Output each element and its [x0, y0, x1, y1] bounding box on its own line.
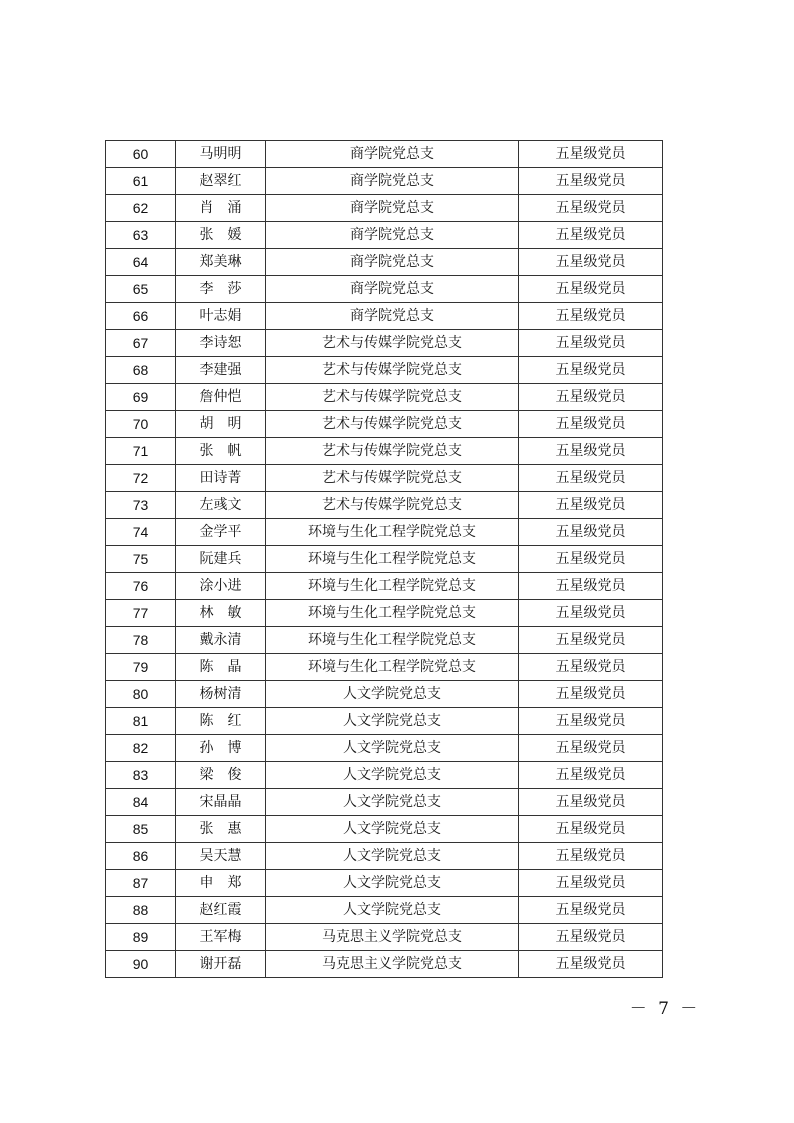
table-row — [106, 249, 663, 276]
table-row — [106, 789, 663, 816]
party-branch: 商学院党总支 — [266, 303, 519, 330]
member-rating: 五星级党员 — [519, 600, 663, 627]
row-number: 75 — [106, 546, 176, 573]
party-branch: 艺术与传媒学院党总支 — [266, 411, 519, 438]
table-row — [106, 735, 663, 762]
party-branch: 环境与生化工程学院党总支 — [266, 654, 519, 681]
member-name: 李诗恕 — [176, 330, 266, 357]
member-rating: 五星级党员 — [519, 168, 663, 195]
party-branch: 人文学院党总支 — [266, 843, 519, 870]
party-branch: 人文学院党总支 — [266, 789, 519, 816]
member-rating: 五星级党员 — [519, 222, 663, 249]
party-branch: 艺术与传媒学院党总支 — [266, 357, 519, 384]
member-rating: 五星级党员 — [519, 303, 663, 330]
row-number: 77 — [106, 600, 176, 627]
member-rating: 五星级党员 — [519, 789, 663, 816]
party-branch: 艺术与传媒学院党总支 — [266, 384, 519, 411]
table-row — [106, 681, 663, 708]
table-row — [106, 708, 663, 735]
member-name: 孙 博 — [176, 735, 266, 762]
member-name: 阮建兵 — [176, 546, 266, 573]
table-row — [106, 600, 663, 627]
member-name: 胡 明 — [176, 411, 266, 438]
party-branch: 人文学院党总支 — [266, 735, 519, 762]
party-branch: 商学院党总支 — [266, 195, 519, 222]
member-rating: 五星级党员 — [519, 654, 663, 681]
row-number: 66 — [106, 303, 176, 330]
member-name: 陈 晶 — [176, 654, 266, 681]
row-number: 72 — [106, 465, 176, 492]
row-number: 85 — [106, 816, 176, 843]
member-rating: 五星级党员 — [519, 519, 663, 546]
row-number: 69 — [106, 384, 176, 411]
member-name: 叶志娟 — [176, 303, 266, 330]
member-rating: 五星级党员 — [519, 924, 663, 951]
member-name: 林 敏 — [176, 600, 266, 627]
row-number: 80 — [106, 681, 176, 708]
party-branch: 环境与生化工程学院党总支 — [266, 600, 519, 627]
table-row — [106, 276, 663, 303]
party-branch: 环境与生化工程学院党总支 — [266, 519, 519, 546]
member-name: 张 帆 — [176, 438, 266, 465]
row-number: 78 — [106, 627, 176, 654]
member-name: 肖 涌 — [176, 195, 266, 222]
party-branch: 人文学院党总支 — [266, 681, 519, 708]
member-rating: 五星级党员 — [519, 762, 663, 789]
member-rating: 五星级党员 — [519, 816, 663, 843]
member-rating: 五星级党员 — [519, 276, 663, 303]
member-rating: 五星级党员 — [519, 897, 663, 924]
member-name: 梁 俊 — [176, 762, 266, 789]
table-row — [106, 438, 663, 465]
member-rating: 五星级党员 — [519, 249, 663, 276]
table-row — [106, 870, 663, 897]
row-number: 90 — [106, 951, 176, 978]
member-rating: 五星级党员 — [519, 330, 663, 357]
row-number: 88 — [106, 897, 176, 924]
table-row — [106, 168, 663, 195]
member-name: 吴天慧 — [176, 843, 266, 870]
member-name: 赵翠红 — [176, 168, 266, 195]
row-number: 82 — [106, 735, 176, 762]
party-branch: 人文学院党总支 — [266, 762, 519, 789]
party-branch: 商学院党总支 — [266, 276, 519, 303]
table-row — [106, 492, 663, 519]
row-number: 71 — [106, 438, 176, 465]
member-rating: 五星级党员 — [519, 951, 663, 978]
member-rating: 五星级党员 — [519, 411, 663, 438]
member-name: 郑美琳 — [176, 249, 266, 276]
row-number: 61 — [106, 168, 176, 195]
row-number: 79 — [106, 654, 176, 681]
member-name: 李建强 — [176, 357, 266, 384]
member-name: 陈 红 — [176, 708, 266, 735]
member-rating: 五星级党员 — [519, 546, 663, 573]
row-number: 70 — [106, 411, 176, 438]
table-row — [106, 573, 663, 600]
member-name: 宋晶晶 — [176, 789, 266, 816]
party-branch: 人文学院党总支 — [266, 708, 519, 735]
party-branch: 艺术与传媒学院党总支 — [266, 492, 519, 519]
table-row — [106, 465, 663, 492]
table-row — [106, 195, 663, 222]
table-row — [106, 411, 663, 438]
row-number: 73 — [106, 492, 176, 519]
table-row — [106, 816, 663, 843]
member-rating: 五星级党员 — [519, 870, 663, 897]
table-row — [106, 924, 663, 951]
table-row — [106, 330, 663, 357]
party-branch: 人文学院党总支 — [266, 816, 519, 843]
table-row — [106, 951, 663, 978]
row-number: 83 — [106, 762, 176, 789]
party-branch: 环境与生化工程学院党总支 — [266, 627, 519, 654]
party-branch: 环境与生化工程学院党总支 — [266, 573, 519, 600]
member-name: 田诗菁 — [176, 465, 266, 492]
member-name: 詹仲恺 — [176, 384, 266, 411]
party-branch: 商学院党总支 — [266, 141, 519, 168]
row-number: 86 — [106, 843, 176, 870]
party-branch: 商学院党总支 — [266, 249, 519, 276]
party-branch: 人文学院党总支 — [266, 897, 519, 924]
row-number: 63 — [106, 222, 176, 249]
row-number: 74 — [106, 519, 176, 546]
row-number: 87 — [106, 870, 176, 897]
table-row — [106, 762, 663, 789]
row-number: 81 — [106, 708, 176, 735]
row-number: 84 — [106, 789, 176, 816]
member-name: 涂小进 — [176, 573, 266, 600]
member-name: 杨树清 — [176, 681, 266, 708]
party-branch: 马克思主义学院党总支 — [266, 951, 519, 978]
row-number: 89 — [106, 924, 176, 951]
party-branch: 艺术与传媒学院党总支 — [266, 330, 519, 357]
member-name: 李 莎 — [176, 276, 266, 303]
member-rating: 五星级党员 — [519, 708, 663, 735]
member-name: 戴永清 — [176, 627, 266, 654]
party-branch: 艺术与传媒学院党总支 — [266, 465, 519, 492]
row-number: 68 — [106, 357, 176, 384]
member-rating: 五星级党员 — [519, 681, 663, 708]
row-number: 60 — [106, 141, 176, 168]
table-row — [106, 843, 663, 870]
member-rating: 五星级党员 — [519, 384, 663, 411]
party-branch: 商学院党总支 — [266, 168, 519, 195]
member-rating: 五星级党员 — [519, 573, 663, 600]
party-branch: 商学院党总支 — [266, 222, 519, 249]
member-name: 张 惠 — [176, 816, 266, 843]
member-rating: 五星级党员 — [519, 141, 663, 168]
member-name: 申 郑 — [176, 870, 266, 897]
member-rating: 五星级党员 — [519, 735, 663, 762]
member-name: 张 媛 — [176, 222, 266, 249]
member-name: 王军梅 — [176, 924, 266, 951]
row-number: 62 — [106, 195, 176, 222]
member-rating: 五星级党员 — [519, 195, 663, 222]
row-number: 64 — [106, 249, 176, 276]
member-table — [105, 140, 663, 978]
member-name: 赵红霞 — [176, 897, 266, 924]
member-rating: 五星级党员 — [519, 492, 663, 519]
table-row — [106, 627, 663, 654]
member-name: 马明明 — [176, 141, 266, 168]
member-rating: 五星级党员 — [519, 627, 663, 654]
member-rating: 五星级党员 — [519, 357, 663, 384]
table-row — [106, 654, 663, 681]
row-number: 65 — [106, 276, 176, 303]
table-row — [106, 384, 663, 411]
member-name: 金学平 — [176, 519, 266, 546]
party-branch: 马克思主义学院党总支 — [266, 924, 519, 951]
table-row — [106, 897, 663, 924]
table-row — [106, 519, 663, 546]
table-row — [106, 546, 663, 573]
table-row — [106, 222, 663, 249]
table-row — [106, 303, 663, 330]
member-name: 谢开磊 — [176, 951, 266, 978]
table-row — [106, 357, 663, 384]
party-branch: 环境与生化工程学院党总支 — [266, 546, 519, 573]
table-row — [106, 141, 663, 168]
party-branch: 艺术与传媒学院党总支 — [266, 438, 519, 465]
member-table-body — [106, 141, 663, 978]
member-rating: 五星级党员 — [519, 438, 663, 465]
row-number: 76 — [106, 573, 176, 600]
row-number: 67 — [106, 330, 176, 357]
member-rating: 五星级党员 — [519, 465, 663, 492]
party-branch: 人文学院党总支 — [266, 870, 519, 897]
member-name: 左彧文 — [176, 492, 266, 519]
page-number: － 7 － — [629, 999, 701, 1019]
member-rating: 五星级党员 — [519, 843, 663, 870]
